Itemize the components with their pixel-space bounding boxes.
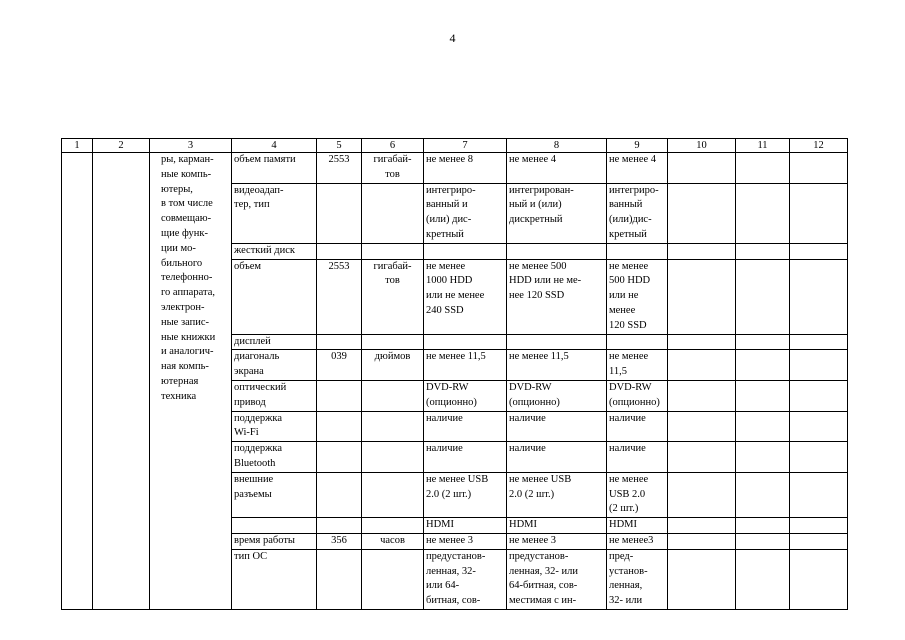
value-text: не менее 3: [509, 534, 557, 546]
code-text: 356: [331, 534, 347, 546]
value-text: интегрирован- ный и (или) дискретный: [509, 184, 574, 226]
header-cell: 2: [93, 139, 150, 153]
unit-cell: [362, 259, 424, 334]
value-cell: [607, 442, 668, 473]
header-cell: 4: [232, 139, 317, 153]
value-text: не менее USB 2.0 (2 шт.): [509, 473, 572, 500]
code-cell: [317, 442, 362, 473]
value-text: не менее 1000 HDD или не менее 240 SSD: [426, 260, 485, 316]
empty-cell: [736, 259, 790, 334]
value-text: не менее 4: [609, 154, 657, 165]
code-text: 039: [331, 351, 347, 363]
header-cell: 6: [362, 139, 424, 153]
parameter-text: поддержка Wi-Fi: [234, 412, 283, 439]
value-cell: [424, 472, 507, 517]
value-cell: [424, 549, 507, 609]
value-cell: [607, 259, 668, 334]
empty-cell: [668, 183, 736, 243]
value-cell: [607, 153, 668, 184]
value-text: HDMI: [609, 519, 637, 531]
code-cell: [317, 183, 362, 243]
value-text: DVD-RW (опционно): [509, 381, 560, 408]
unit-text: часов: [380, 534, 405, 546]
header-cell: 11: [736, 139, 790, 153]
parameter-text: поддержка Bluetooth: [234, 443, 283, 469]
value-cell: [424, 380, 507, 411]
value-cell: [507, 183, 607, 243]
value-cell: [424, 442, 507, 473]
empty-cell: [668, 334, 736, 350]
value-cell: [507, 472, 607, 517]
value-cell: [424, 518, 507, 534]
empty-cell: [736, 153, 790, 184]
value-text: HDMI: [426, 519, 454, 531]
value-text: наличие: [426, 412, 463, 424]
code-cell: [317, 350, 362, 381]
empty-cell: [790, 153, 848, 184]
code-cell: [317, 549, 362, 609]
value-text: не менее 500 HDD или не менее 120 SSD: [609, 260, 651, 331]
empty-cell: [790, 350, 848, 381]
value-text: не менее 3: [426, 534, 474, 546]
empty-cell: [736, 472, 790, 517]
empty-cell: [668, 350, 736, 381]
value-cell: [424, 533, 507, 549]
empty-cell: [790, 533, 848, 549]
parameter-text: оптический привод: [234, 381, 287, 408]
parameter-cell: [232, 380, 317, 411]
unit-cell: [362, 533, 424, 549]
code-cell: [317, 518, 362, 534]
unit-cell: [362, 411, 424, 442]
code-cell: [317, 380, 362, 411]
unit-cell: [362, 334, 424, 350]
col2-cell: [93, 153, 150, 610]
parameter-text: дисплей: [234, 335, 271, 347]
empty-cell: [790, 259, 848, 334]
unit-cell: [362, 442, 424, 473]
unit-cell: [362, 472, 424, 517]
col1-cell: [62, 153, 93, 610]
value-text: интегриро- ванный и (или) дис- кретный: [426, 184, 476, 240]
specification-table: [61, 138, 848, 610]
value-text: наличие: [609, 412, 646, 424]
value-cell: [607, 518, 668, 534]
unit-cell: [362, 549, 424, 609]
code-cell: [317, 259, 362, 334]
parameter-cell: [232, 549, 317, 609]
value-cell: [607, 350, 668, 381]
parameter-text: объем памяти: [234, 154, 296, 165]
value-cell: [507, 153, 607, 184]
page-number: 4: [449, 31, 456, 45]
code-text: 2553: [328, 154, 350, 165]
header-row: [62, 139, 848, 153]
header-cell: 1: [62, 139, 93, 153]
parameter-text: диагональ экрана: [234, 351, 280, 378]
empty-cell: [736, 380, 790, 411]
code-text: 2553: [328, 260, 350, 272]
parameter-text: время работы: [234, 534, 295, 546]
value-cell: [607, 549, 668, 609]
empty-cell: [668, 243, 736, 259]
parameter-cell: [232, 259, 317, 334]
code-cell: [317, 533, 362, 549]
value-cell: [424, 334, 507, 350]
value-text: DVD-RW (опционно): [426, 381, 477, 408]
value-cell: [507, 549, 607, 609]
empty-cell: [736, 411, 790, 442]
empty-cell: [790, 334, 848, 350]
category-cell: [150, 153, 232, 610]
unit-cell: [362, 518, 424, 534]
parameter-cell: [232, 411, 317, 442]
value-cell: [507, 442, 607, 473]
header-cell: 12: [790, 139, 848, 153]
empty-cell: [668, 259, 736, 334]
parameter-cell: [232, 350, 317, 381]
unit-cell: [362, 153, 424, 184]
value-cell: [424, 153, 507, 184]
value-cell: [607, 472, 668, 517]
header-cell: 7: [424, 139, 507, 153]
value-text: наличие: [609, 443, 646, 455]
value-cell: [607, 334, 668, 350]
value-cell: [424, 350, 507, 381]
empty-cell: [736, 183, 790, 243]
value-text: DVD-RW (опционно): [609, 381, 660, 408]
value-text: не менее3: [609, 534, 654, 546]
empty-cell: [736, 350, 790, 381]
parameter-text: объем: [234, 260, 262, 272]
empty-cell: [790, 411, 848, 442]
value-cell: [507, 533, 607, 549]
category-text: ры, карман- ные компь- ютеры, в том числе совмещаю- щие функ- ции мо- бильного телефонно- го аппарата, электрон- ные запис- ные книжки и аналогич- ная компь- ютерная техника: [161, 154, 216, 402]
value-cell: [607, 243, 668, 259]
value-cell: [424, 259, 507, 334]
value-cell: [507, 243, 607, 259]
value-cell: [507, 350, 607, 381]
empty-cell: [736, 518, 790, 534]
code-cell: [317, 472, 362, 517]
unit-cell: [362, 380, 424, 411]
header-cell: 9: [607, 139, 668, 153]
unit-cell: [362, 183, 424, 243]
value-text: HDMI: [509, 519, 537, 531]
parameter-text: внешние разъемы: [234, 473, 274, 500]
value-text: наличие: [509, 443, 546, 455]
unit-text: гигабай- тов: [373, 260, 412, 287]
empty-cell: [790, 243, 848, 259]
code-cell: [317, 334, 362, 350]
value-cell: [607, 533, 668, 549]
value-text: не менее 11,5: [426, 351, 486, 363]
header-cell: 8: [507, 139, 607, 153]
value-cell: [424, 243, 507, 259]
value-text: интегриро- ванный (или)дис- кретный: [609, 184, 659, 240]
code-cell: [317, 153, 362, 184]
empty-cell: [736, 243, 790, 259]
unit-cell: [362, 350, 424, 381]
unit-text: дюймов: [374, 351, 411, 363]
parameter-cell: [232, 472, 317, 517]
value-text: не менее 4: [509, 154, 557, 165]
header-cell: 5: [317, 139, 362, 153]
parameter-cell: [232, 334, 317, 350]
empty-cell: [668, 549, 736, 609]
parameter-text: тип ОС: [234, 550, 268, 562]
empty-cell: [790, 518, 848, 534]
value-text: предустанов- ленная, 32- или 64- битная, сов-: [426, 550, 486, 607]
value-cell: [424, 183, 507, 243]
empty-cell: [668, 518, 736, 534]
value-cell: [507, 380, 607, 411]
parameter-cell: [232, 442, 317, 473]
parameter-cell: [232, 183, 317, 243]
value-cell: [607, 183, 668, 243]
empty-cell: [668, 380, 736, 411]
empty-cell: [736, 334, 790, 350]
parameter-text: видеоадап- тер, тип: [234, 184, 284, 211]
parameter-cell: [232, 153, 317, 184]
table-row: [62, 153, 848, 184]
value-text: не менее 8: [426, 154, 474, 165]
empty-cell: [668, 411, 736, 442]
empty-cell: [668, 153, 736, 184]
empty-cell: [790, 442, 848, 473]
empty-cell: [736, 442, 790, 473]
parameter-cell: [232, 243, 317, 259]
value-text: не менее USB 2.0 (2 шт.): [426, 473, 489, 500]
empty-cell: [736, 549, 790, 609]
header-cell: 10: [668, 139, 736, 153]
value-cell: [607, 411, 668, 442]
value-text: наличие: [426, 443, 463, 455]
value-cell: [507, 411, 607, 442]
empty-cell: [668, 472, 736, 517]
value-text: не менее 500 HDD или не ме- нее 120 SSD: [509, 260, 582, 302]
empty-cell: [790, 183, 848, 243]
code-cell: [317, 243, 362, 259]
unit-text: гигабай- тов: [373, 154, 412, 180]
value-text: не менее 11,5: [609, 351, 649, 378]
empty-cell: [668, 442, 736, 473]
parameter-cell: [232, 518, 317, 534]
value-text: пред- установ- ленная, 32- или: [609, 550, 648, 607]
value-text: не менее 11,5: [509, 351, 569, 363]
value-text: не менее USB 2.0 (2 шт.): [609, 473, 649, 515]
value-cell: [424, 411, 507, 442]
value-text: наличие: [509, 412, 546, 424]
parameter-cell: [232, 533, 317, 549]
header-cell: 3: [150, 139, 232, 153]
code-cell: [317, 411, 362, 442]
empty-cell: [790, 472, 848, 517]
value-cell: [607, 380, 668, 411]
value-cell: [507, 259, 607, 334]
parameter-text: жесткий диск: [234, 244, 295, 256]
unit-cell: [362, 243, 424, 259]
empty-cell: [790, 380, 848, 411]
value-cell: [507, 518, 607, 534]
empty-cell: [790, 549, 848, 609]
value-cell: [507, 334, 607, 350]
empty-cell: [668, 533, 736, 549]
empty-cell: [736, 533, 790, 549]
value-text: предустанов- ленная, 32- или 64-битная, сов- местимая с ин-: [509, 550, 578, 607]
